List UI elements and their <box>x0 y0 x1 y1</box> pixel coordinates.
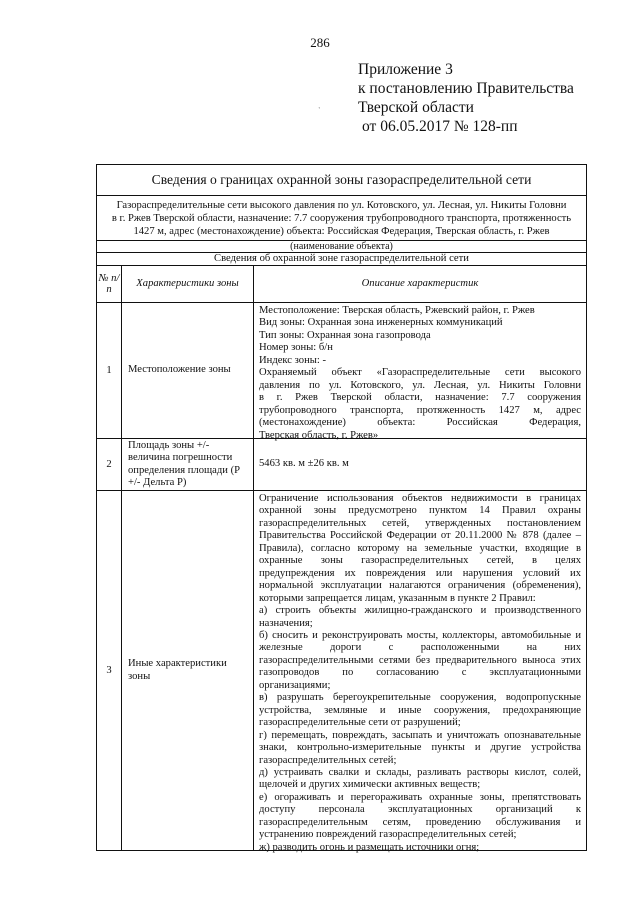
description-line: организациями; <box>259 679 331 691</box>
appendix-line-3: Тверской области <box>358 99 474 116</box>
scan-speck: ˑ <box>318 104 321 114</box>
description-line: Правительства Российской Федерации от 20.11.2000 № 878 (далее – <box>259 530 581 542</box>
description-line: Правила), согласно которому на земельные участки, входящие в <box>259 542 581 554</box>
description-line: Ограничение использования объектов недвижимости в границах <box>259 493 581 504</box>
header-characteristic: Характеристики зоны <box>122 266 254 302</box>
description-line: Вид зоны: Охранная зона инженерных коммуникаций <box>259 317 503 329</box>
row-description <box>254 491 586 853</box>
appendix-line-2: к постановлению Правительства <box>358 80 574 97</box>
table-row <box>97 302 586 441</box>
description-line: щелочей и других химически активных веществ; <box>259 779 481 791</box>
description-line: знаки, контрольно-измерительные пункты и другие устройства <box>259 742 581 754</box>
description-line: устранению повреждений газораспределительных сетей; <box>259 829 517 841</box>
table-row <box>97 490 586 853</box>
object-description <box>97 195 586 240</box>
description-line: трубопроводного транспорта, протяженность 1427 м, адрес <box>259 404 581 416</box>
header-num: № п/п <box>97 266 122 302</box>
description-line: устройства, земляные и иные сооружения, предохраняющие <box>259 704 581 716</box>
description-line: Тип зоны: Охранная зона газопровода <box>259 329 431 341</box>
description-line: Тверская область, г. Ржев» <box>259 429 379 441</box>
row-num: 2 <box>97 439 122 490</box>
row-characteristic: Местоположение зоны <box>122 303 254 438</box>
description-line: б) сносить и реконструировать мосты, коллекторы, автомобильные и <box>259 629 581 641</box>
description-line: газораспределительным сетям, проведению обслуживания и <box>259 816 581 828</box>
description-line: газораспределительных сетей; <box>259 754 397 766</box>
description-line: давления по ул. Котовского, ул. Лесная, ул. Никиты Головни <box>259 379 581 391</box>
description-line: Охраняемый объект «Газораспределительные сети высокого <box>259 367 581 379</box>
table-title: Сведения о границах охранной зоны газораспределительной сети <box>151 172 532 187</box>
description-line: доступу персонала эксплуатационных организаций к <box>259 804 581 816</box>
page-number: 286 <box>310 35 330 50</box>
row-description <box>254 303 586 441</box>
description-line: д) устраивать свалки и склады, разливать растворы кислот, солей, <box>259 766 581 778</box>
row-num: 3 <box>97 491 122 850</box>
description-line: е) огораживать и перегораживать охранные зоны, препятствовать <box>259 791 581 803</box>
description-line: охранной зоны предусмотрено пунктом 14 Правил охраны <box>259 505 581 517</box>
description-line: а) строить объекты жилищно-гражданского и производственного <box>259 605 581 617</box>
description-line: Индекс зоны: - <box>259 354 326 366</box>
zone-info-table <box>96 164 587 851</box>
description-line: Номер зоны: б/н <box>259 342 333 354</box>
appendix-line-1: Приложение 3 <box>358 61 453 78</box>
description-line: нормальной эксплуатации налагаются ограничения (обременения), <box>259 580 581 592</box>
description-line: железные дороги с расположенными на них <box>259 642 581 654</box>
table-row <box>97 438 586 490</box>
description-line: газораспределительных сетей, утвержденных постановлением <box>259 517 581 529</box>
object-caption: (наименование объекта) <box>97 240 586 252</box>
description-line: газораспределительные сети от разрушений; <box>259 717 461 729</box>
row-characteristic: Площадь зоны +/- величина погрешности определения площади (Р +/- Дельта Р) <box>122 439 254 490</box>
description-line: (местонахождение) объекта: Российская Федерация, <box>259 417 581 429</box>
intro-line: 1427 м, адрес (местонахождение) объекта: Российская Федерация, Тверская область, г. Ржев <box>133 226 550 237</box>
description-line: Местоположение: Тверская область, Ржевский район, г. Ржев <box>259 305 535 316</box>
description-line: в) разрушать берегоукрепительные сооружения, водопропускные <box>259 692 581 704</box>
description-line: предупреждения их повреждения или нарушения условий их <box>259 567 581 579</box>
intro-line: Газораспределительные сети высокого давления по ул. Котовского, ул. Лесная, ул. Никиты Головни <box>116 200 567 211</box>
description-line: в г. Ржев Тверской области, назначение: 7.7 сооружения <box>259 392 581 404</box>
table-header-row <box>97 265 586 302</box>
description-line: газопроводов по согласованию с эксплуатационными <box>259 667 581 679</box>
row-description: 5463 кв. м ±26 кв. м <box>259 458 349 470</box>
description-line: назначения; <box>259 617 313 629</box>
row-characteristic: Иные характеристики зоны <box>122 491 254 850</box>
table-subtitle: Сведения об охранной зоне газораспределительной сети <box>97 252 586 265</box>
description-line: охранные зоны газораспределительных сетей, в целях <box>259 555 581 567</box>
appendix-line-4: от 06.05.2017 № 128-пп <box>362 118 518 135</box>
description-line: ж) разводить огонь и размещать источники огня; <box>259 841 480 853</box>
row-num: 1 <box>97 303 122 438</box>
description-line: газораспределительными сетями без предварительного выноса этих <box>259 654 581 666</box>
appendix-header <box>358 60 574 136</box>
description-line: г) перемещать, повреждать, засыпать и уничтожать опознавательные <box>259 729 581 741</box>
header-description: Описание характеристик <box>361 277 479 289</box>
intro-line: в г. Ржев Тверской области, назначение: 7.7 сооружения трубопроводного транспорта, протяженность <box>111 213 572 224</box>
description-line: которыми запрещается лицам, указанным в пункте 2 Правил: <box>259 592 536 604</box>
